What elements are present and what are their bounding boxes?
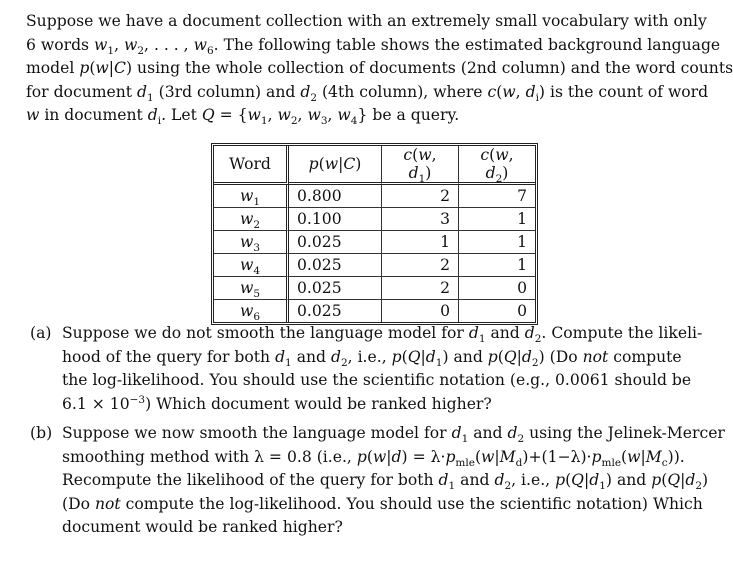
question-text-line: Suppose we do not smooth the language model for $d_1$ and $d_2$. Compute the likeli- bbox=[62, 324, 703, 346]
question-item-b bbox=[30, 422, 725, 540]
count-d2-cell: 0 bbox=[459, 277, 535, 300]
text-line: w in document $d_i$. Let $Q = \{w_1$, $w_2$, $w_3$, $w_4$} be a query. bbox=[26, 106, 460, 128]
table-header-row bbox=[214, 146, 535, 185]
question-text-line: (Do not compute the log-likelihood. You should use the scientific notation) Which bbox=[62, 494, 703, 513]
table-row bbox=[214, 231, 535, 254]
count-d1-cell: 1 bbox=[382, 231, 459, 254]
count-d1-cell: 2 bbox=[382, 254, 459, 277]
text-line: 6 words $w_1$, $w_2$, . . . , $w_6$. The following table shows the estimated background language bbox=[26, 35, 721, 57]
word-cell: $w_6$ bbox=[214, 300, 289, 322]
text-line: Suppose we have a document collection with an extremely small vocabulary with only bbox=[26, 12, 707, 30]
count-d2-cell: 7 bbox=[459, 185, 535, 208]
word-cell: $w_1$ bbox=[214, 185, 289, 208]
question-label: (b) bbox=[30, 424, 53, 442]
table-header-cell: c(w, $d_1$) bbox=[382, 146, 459, 185]
word-cell: $w_3$ bbox=[214, 231, 289, 254]
count-d2-cell: 0 bbox=[517, 302, 527, 320]
intro-paragraph bbox=[26, 10, 733, 128]
question-text-line: Suppose we now smooth the language model for $d_1$ and $d_2$ using the Jelinek-Mercer bbox=[62, 424, 725, 446]
language-model-table-wrap bbox=[211, 143, 538, 325]
text-line: for document $d_1$ (3rd column) and $d_2$ (4th column), where c(w, $d_i$) is the count of word bbox=[26, 82, 709, 104]
probability-cell: 0.800 bbox=[289, 185, 382, 208]
count-d2-cell: 1 bbox=[459, 254, 535, 277]
question-text-line: $6.1 \times 10^{-3}$) Which document would be ranked higher? bbox=[62, 393, 492, 413]
count-d2-cell: 1 bbox=[459, 231, 535, 254]
table-row bbox=[214, 185, 535, 208]
probability-cell: 0.100 bbox=[289, 208, 382, 231]
probability-cell: 0.025 bbox=[289, 231, 382, 254]
question-item-a bbox=[30, 322, 703, 416]
table-row bbox=[214, 254, 535, 277]
word-cell: $w_5$ bbox=[214, 277, 289, 300]
word-cell: $w_2$ bbox=[214, 208, 289, 231]
question-label: (a) bbox=[30, 324, 52, 342]
question-list bbox=[30, 322, 725, 546]
probability-cell: 0.025 bbox=[289, 254, 382, 277]
word-cell: $w_4$ bbox=[214, 254, 289, 277]
count-d2-cell: 1 bbox=[459, 208, 535, 231]
table-row bbox=[214, 208, 535, 231]
language-model-table bbox=[211, 143, 538, 325]
question-text-line: document would be ranked higher? bbox=[62, 518, 343, 536]
probability-cell: 0.025 bbox=[289, 277, 382, 300]
question-text-line: smoothing method with λ = 0.8 (i.e., $p(w|d) = \lambda\cdot p_{mle}(w|M_d)+(1-\lambda)\cdot p_{mle}(w|M_c)$). bbox=[62, 447, 685, 469]
table-header-cell: c(w, $d_2$) bbox=[459, 146, 535, 185]
count-d1-cell: 3 bbox=[382, 208, 459, 231]
table-header-cell: p(w|C) bbox=[289, 146, 382, 185]
table-header-cell: Word bbox=[214, 146, 289, 185]
question-text-line: the log-likelihood. You should use the scientific notation (e.g., 0.0061 should be bbox=[62, 371, 692, 389]
count-d1-cell: 2 bbox=[382, 185, 459, 208]
text-line: model p(w|C) using the whole collection of documents (2nd column) and the word counts bbox=[26, 59, 733, 77]
count-d1-cell: 2 bbox=[382, 277, 459, 300]
probability-cell: 0.025 bbox=[289, 300, 382, 322]
table-row bbox=[214, 277, 535, 300]
table-row bbox=[214, 300, 535, 322]
question-text-line: hood of the query for both $d_1$ and $d_2$, i.e., $p(Q|d_1)$ and $p(Q|d_2)$ (Do not compute bbox=[62, 347, 682, 369]
question-text-line: Recompute the likelihood of the query for both $d_1$ and $d_2$, i.e., $p(Q|d_1)$ and $p(Q|d_2)$ bbox=[62, 471, 709, 493]
count-d1-cell: 0 bbox=[382, 300, 459, 322]
